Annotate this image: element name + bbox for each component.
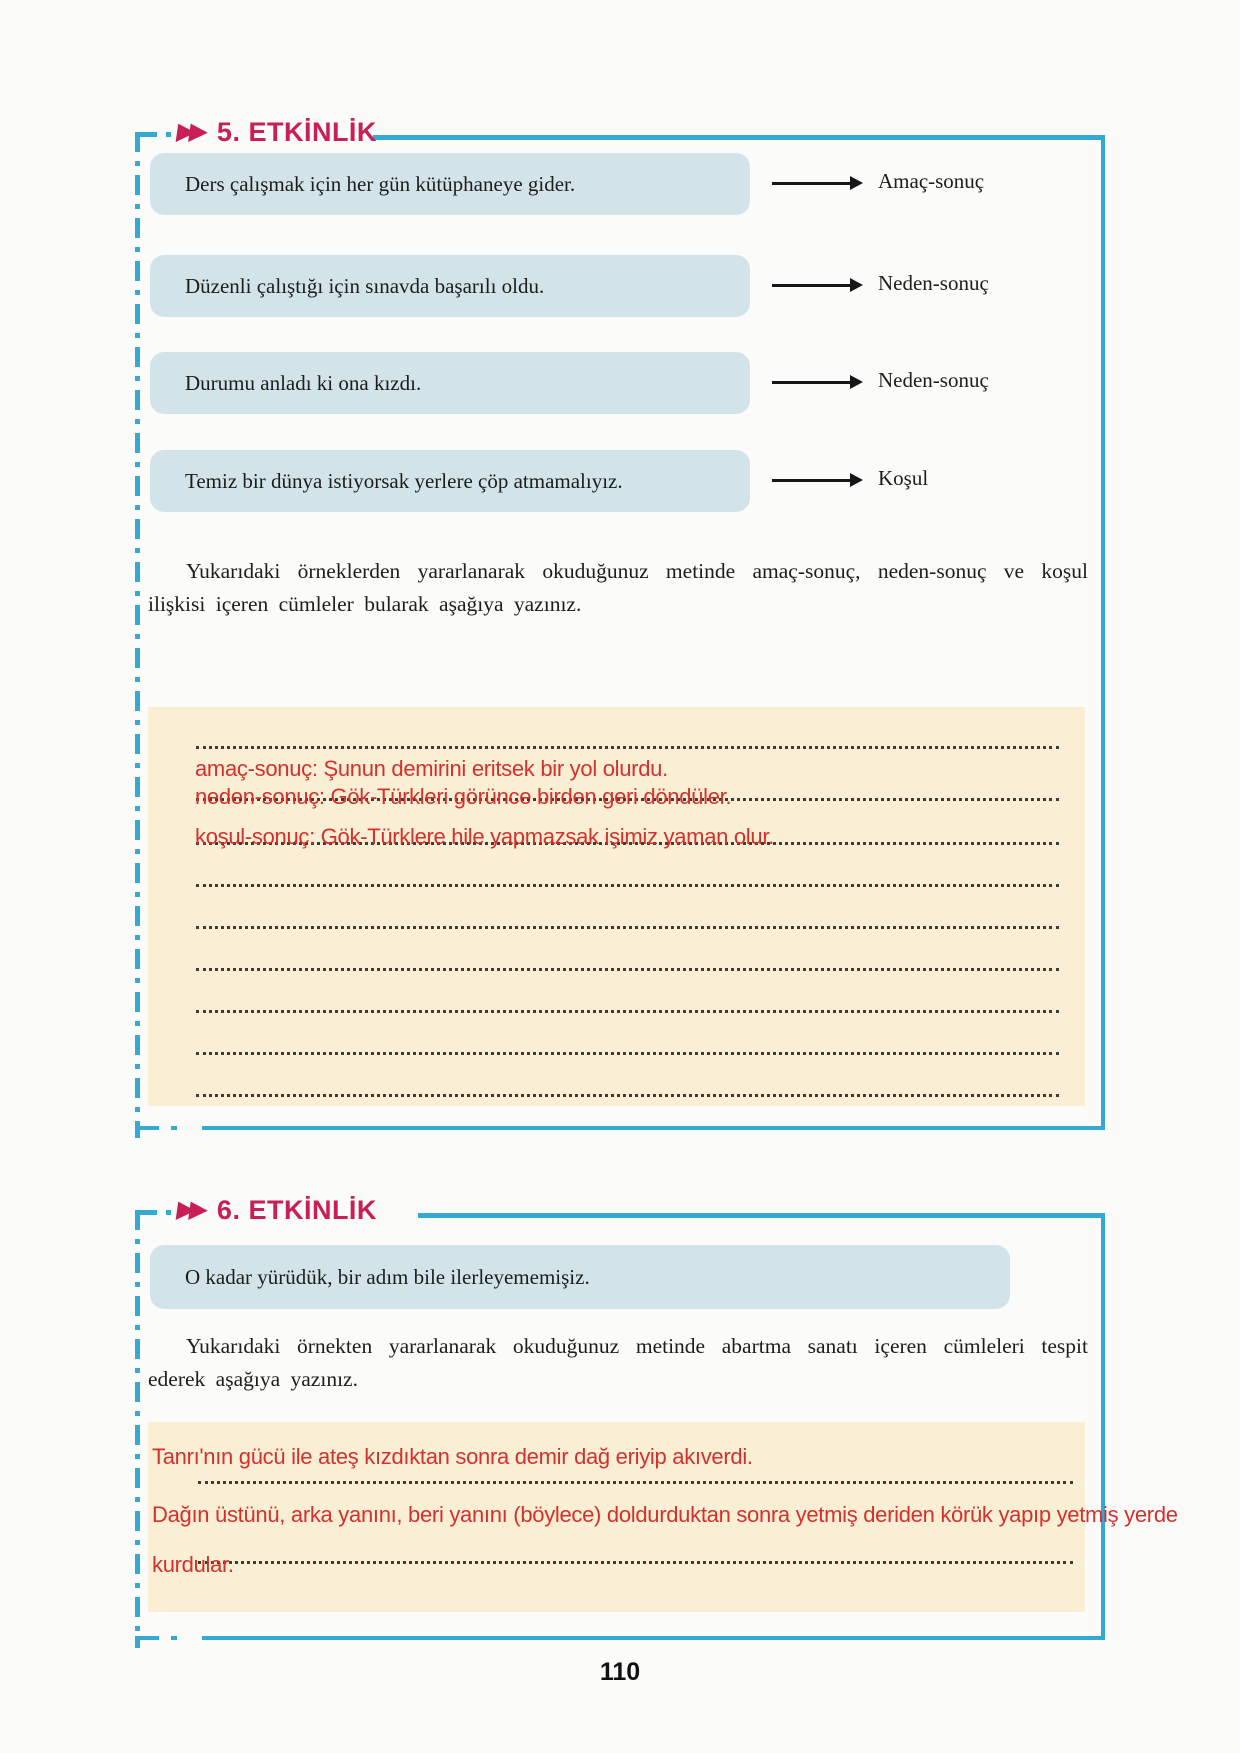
dotted-answer-line [196,884,1059,887]
activity-5-section [135,117,1105,1130]
dotted-answer-line [196,1094,1059,1097]
instruction-text: Yukarıdaki örnekten yararlanarak okuduğunuz metinde abartma sanatı içeren cümleleri tespit ederek aşağıya yazınız. [148,1334,1088,1391]
corner-dot [166,1210,171,1215]
relation-label: Koşul [878,466,929,490]
title-rule [373,135,1101,140]
right-arrow-icon [772,284,850,287]
instruction-text: Yukarıdaki örneklerden yararlanarak okuduğunuz metinde amaç-sonuç, neden-sonuç ve koşul ilişkisi içeren cümleler bularak aşağıya yazınız. [148,559,1088,616]
dashed-left-border [135,132,140,1138]
corner-dash [135,132,157,137]
handwritten-answer: neden-sonuç: Gök-Türkleri görünce birden geri döndüler. [195,784,732,809]
dotted-answer-line [196,746,1059,749]
dashed-left-border [135,1210,140,1648]
right-arrow-icon [772,182,850,185]
relation-label: Neden-sonuç [878,368,989,392]
example-sentence-box: Ders çalışmak için her gün kütüphaneye gider. [150,153,750,215]
bottom-dash-dot [134,1636,202,1640]
right-arrow-icon [772,479,850,482]
handwritten-answer: amaç-sonuç: Şunun demirini eritsek bir yol olurdu. [195,756,668,781]
corner-dot [166,132,171,137]
example-row [150,352,1090,414]
example-row [150,1245,1090,1307]
fast-forward-icon: ▶▶ [175,118,204,145]
corner-dash [135,1210,157,1215]
dotted-answer-line [196,1010,1059,1013]
bottom-dash-dot [134,1126,202,1130]
fast-forward-icon: ▶▶ [175,1196,204,1223]
handwritten-answer: Dağın üstünü, arka yanını, beri yanını (böylece) doldurduktan sonra yetmiş deriden körük yapıp yetmiş yerde kurdular. [152,1502,1178,1577]
example-sentence-box: Temiz bir dünya istiyorsak yerlere çöp atmamalıyız. [150,450,750,512]
example-sentence-box: Düzenli çalıştığı için sınavda başarılı oldu. [150,255,750,317]
dotted-answer-line [196,968,1059,971]
example-sentence-box: O kadar yürüdük, bir adım bile ilerleyememişiz. [150,1245,1010,1309]
answer-panel [148,1422,1178,1612]
right-arrow-icon [772,381,850,384]
activity-5-title [177,117,377,147]
relation-label: Amaç-sonuç [878,169,985,193]
activity-6-section [135,1195,1178,1640]
title-rule [418,1213,1101,1218]
dotted-answer-line [196,1052,1059,1055]
dotted-answer-line [198,1481,1073,1484]
dotted-answer-line [196,926,1059,929]
handwritten-answer: koşul-sonuç: Gök-Türklere hile yapmazsak işimiz yaman olur. [195,824,774,849]
answer-panel [148,707,1085,1106]
example-row [150,153,1090,215]
example-row [150,255,1090,317]
activity-title-text: 6. ETKİNLİK [216,1195,377,1225]
relation-label: Neden-sonuç [878,271,989,295]
handwritten-answer: Tanrı'nın gücü ile ateş kızdıktan sonra demir dağ eriyip akıverdi. [152,1444,753,1469]
example-sentence-box: Durumu anladı ki ona kızdı. [150,352,750,414]
activity-6-title [177,1195,377,1225]
activity-title-text: 5. ETKİNLİK [216,117,377,147]
example-row [150,450,1090,512]
page-number: 110 [599,1658,641,1686]
